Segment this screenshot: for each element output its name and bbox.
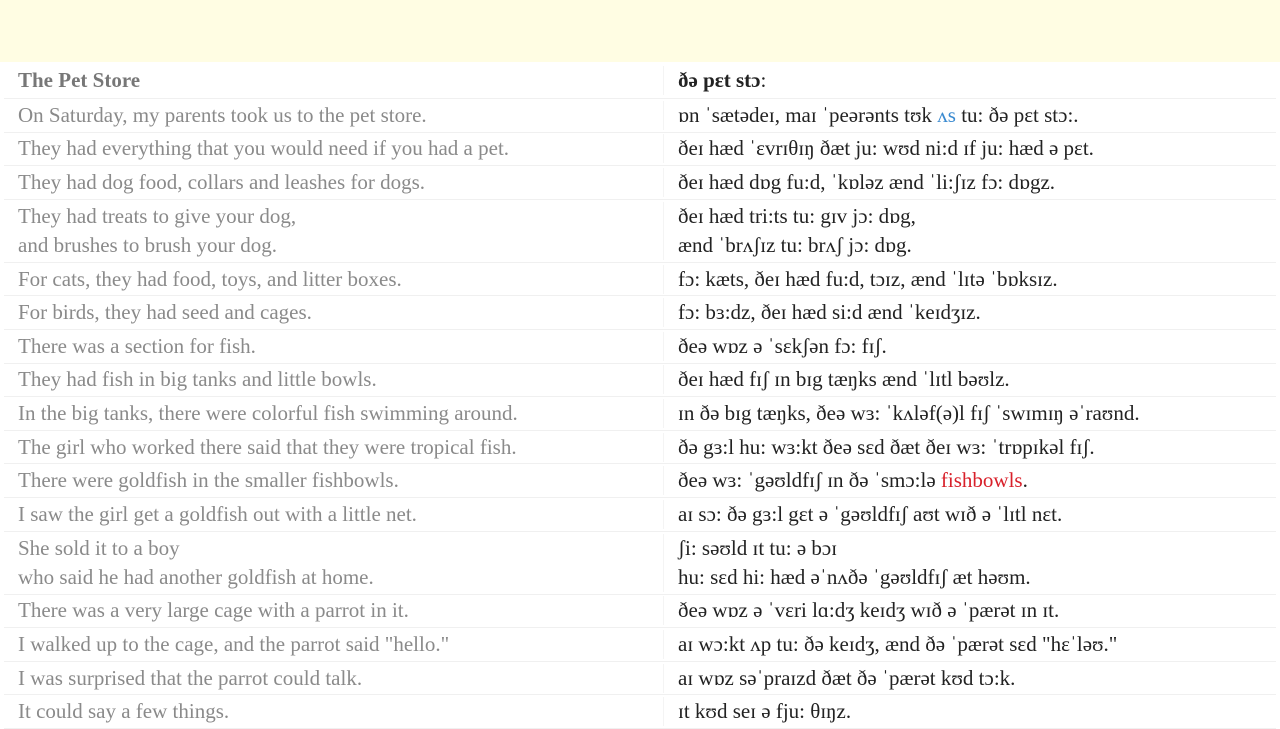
ipa-text: ðeə wɒz ə ˈvɛri lɑ:dʒ keɪdʒ wɪð ə ˈpærət ɪn ɪt. — [678, 598, 1060, 623]
english-sentence — [4, 630, 664, 659]
ipa-text: hu: sɛd hi: hæd əˈnʌðə ˈgəʊldfɪʃ æt həʊm. — [678, 564, 1031, 589]
table-header-row — [4, 62, 1276, 99]
ipa-text: aɪ wɒz səˈpraɪzd ðæt ðə ˈpærət kʊd tɔ:k. — [678, 665, 1016, 690]
transcription-table — [4, 62, 1276, 729]
ipa-text: ðə gɜ:l hu: wɜ:kt ðeə sɛd ðæt ðeɪ wɜ: ˈtrɒpɪkəl fɪʃ. — [678, 434, 1095, 459]
ipa-text: ðeə wɒz ə ˈsɛkʃən fɔ: fɪʃ. — [678, 333, 887, 358]
ipa-text: ʃi: səʊld ɪt tu: ə bɔɪ — [678, 535, 838, 560]
highlighted-word: ʌs — [937, 102, 956, 127]
english-line: I walked up to the cage, and the parrot said "hello." — [18, 631, 450, 656]
table-row — [4, 200, 1276, 263]
english-sentence — [4, 534, 664, 592]
ipa-line — [678, 202, 916, 231]
ipa-transcription — [664, 202, 916, 260]
english-line: For cats, they had food, toys, and litter boxes. — [18, 266, 402, 291]
ipa-text: aɪ sɔ: ðə gɜ:l gɛt ə ˈgəʊldfɪʃ aʊt wɪð ə ˈlɪtl nɛt. — [678, 501, 1063, 526]
table-row — [4, 662, 1276, 696]
english-sentence — [4, 134, 664, 163]
english-line: It could say a few things. — [18, 699, 230, 724]
ipa-text: ðeɪ hæd fɪʃ ɪn bɪg tæŋks ænd ˈlɪtl bəʊlz. — [678, 367, 1010, 392]
english-line: I saw the girl get a goldfish out with a little net. — [18, 501, 417, 526]
table-row — [4, 464, 1276, 498]
english-sentence — [4, 298, 664, 327]
table-row — [4, 364, 1276, 398]
ipa-text: ɪt kʊd seɪ ə fju: θɪŋz. — [678, 699, 852, 724]
ipa-transcription — [664, 101, 1079, 130]
english-line: and brushes to brush your dog. — [18, 232, 277, 257]
ipa-text: fɔ: kæts, ðeɪ hæd fu:d, tɔɪz, ænd ˈlɪtə ˈbɒksɪz. — [678, 266, 1058, 291]
table-row — [4, 166, 1276, 200]
ipa-line — [678, 500, 1062, 529]
table-row — [4, 532, 1276, 595]
english-sentence — [4, 664, 664, 693]
ipa-text: fɔ: bɜ:dz, ðeɪ hæd si:d ænd ˈkeɪdʒɪz. — [678, 300, 981, 325]
english-sentence — [4, 399, 664, 428]
english-line: There was a section for fish. — [18, 333, 256, 358]
ipa-transcription — [664, 500, 1062, 529]
table-row — [4, 133, 1276, 167]
english-sentence — [4, 500, 664, 529]
ipa-line — [678, 265, 1058, 294]
ipa-transcription — [664, 664, 1015, 693]
ipa-text: . — [1022, 468, 1028, 493]
table-row — [4, 263, 1276, 297]
ipa-line — [678, 298, 981, 327]
english-line: They had fish in big tanks and little bowls. — [18, 367, 377, 392]
ipa-text: ðeɪ hæd dɒg fu:d, ˈkɒləz ænd ˈli:ʃɪz fɔ: dɒgz. — [678, 169, 1056, 194]
english-line: She sold it to a boy — [18, 535, 180, 560]
english-sentence — [4, 202, 664, 260]
ipa-text: ɪn ðə bɪg tæŋks, ðeə wɜ: ˈkʌləf(ə)l fɪʃ ˈswɪmɪŋ əˈraʊnd. — [678, 400, 1140, 425]
ipa-text: tu: ðə pɛt stɔ:. — [955, 102, 1079, 127]
english-sentence — [4, 697, 664, 726]
table-row — [4, 595, 1276, 629]
ipa-line — [678, 168, 1055, 197]
english-sentence — [4, 596, 664, 625]
english-line: They had everything that you would need if you had a pet. — [18, 136, 510, 161]
english-sentence — [4, 466, 664, 495]
ipa-text: aɪ wɔ:kt ʌp tu: ðə keɪdʒ, ænd ðə ˈpærət sɛd "hɛˈləʊ." — [678, 631, 1118, 656]
ipa-line — [678, 332, 887, 361]
ipa-line — [678, 231, 916, 260]
ipa-transcription — [664, 399, 1140, 428]
english-line: On Saturday, my parents took us to the pet store. — [18, 102, 427, 127]
ipa-title — [664, 66, 766, 95]
ipa-transcription — [664, 596, 1059, 625]
ipa-text: ðeɪ hæd ˈɛvrɪθɪŋ ðæt ju: wʊd ni:d ɪf ju: hæd ə pɛt. — [678, 136, 1094, 161]
ipa-transcription — [664, 534, 1031, 592]
english-line: They had treats to give your dog, — [18, 203, 297, 228]
table-row — [4, 99, 1276, 133]
english-sentence — [4, 365, 664, 394]
ipa-transcription — [664, 332, 887, 361]
english-sentence — [4, 433, 664, 462]
ipa-transcription — [664, 630, 1117, 659]
ipa-line — [678, 101, 1079, 130]
ipa-text: ðeɪ hæd tri:ts tu: gɪv jɔ: dɒg, — [678, 203, 916, 228]
table-row — [4, 498, 1276, 532]
english-line: In the big tanks, there were colorful fish swimming around. — [18, 400, 518, 425]
english-line: The girl who worked there said that they were tropical fish. — [18, 434, 517, 459]
ipa-transcription — [664, 168, 1055, 197]
english-sentence — [4, 101, 664, 130]
ipa-line — [678, 630, 1117, 659]
english-line: For birds, they had seed and cages. — [18, 300, 312, 325]
english-sentence — [4, 332, 664, 361]
english-line: There were goldfish in the smaller fishbowls. — [18, 468, 399, 493]
table-row — [4, 330, 1276, 364]
ipa-transcription — [664, 265, 1058, 294]
english-sentence — [4, 265, 664, 294]
table-row — [4, 296, 1276, 330]
english-title: The Pet Store — [4, 66, 664, 95]
ipa-line — [678, 466, 1028, 495]
english-line: They had dog food, collars and leashes for dogs. — [18, 169, 426, 194]
table-row — [4, 431, 1276, 465]
ipa-title-text: ðə pɛt stɔ — [678, 67, 761, 92]
ipa-text: ðeə wɜ: ˈgəʊldfɪʃ ɪn ðə ˈsmɔ:lə — [678, 468, 941, 493]
ipa-transcription — [664, 433, 1095, 462]
ipa-line — [678, 134, 1094, 163]
ipa-title-colon: : — [760, 67, 767, 92]
ipa-transcription — [664, 697, 851, 726]
ipa-line — [678, 399, 1140, 428]
ipa-line — [678, 433, 1095, 462]
ipa-line — [678, 697, 851, 726]
english-line: There was a very large cage with a parrot in it. — [18, 598, 409, 623]
ipa-transcription — [664, 134, 1094, 163]
ipa-line — [678, 365, 1010, 394]
ipa-line — [678, 534, 1031, 563]
highlighted-word: fishbowls — [940, 468, 1023, 493]
english-line: I was surprised that the parrot could talk. — [18, 665, 363, 690]
table-row — [4, 628, 1276, 662]
ipa-transcription — [664, 365, 1010, 394]
ipa-text: ɒn ˈsætədeɪ, maɪ ˈpeərənts tʊk — [678, 102, 938, 127]
ipa-transcription — [664, 298, 981, 327]
table-row — [4, 695, 1276, 729]
ipa-line — [678, 563, 1031, 592]
ipa-line — [678, 596, 1059, 625]
english-line: who said he had another goldfish at home. — [18, 564, 374, 589]
ipa-transcription — [664, 466, 1028, 495]
ipa-line — [678, 664, 1015, 693]
english-sentence — [4, 168, 664, 197]
table-row — [4, 397, 1276, 431]
top-banner — [0, 0, 1280, 62]
ipa-text: ænd ˈbrʌʃɪz tu: brʌʃ jɔ: dɒg. — [678, 232, 912, 257]
